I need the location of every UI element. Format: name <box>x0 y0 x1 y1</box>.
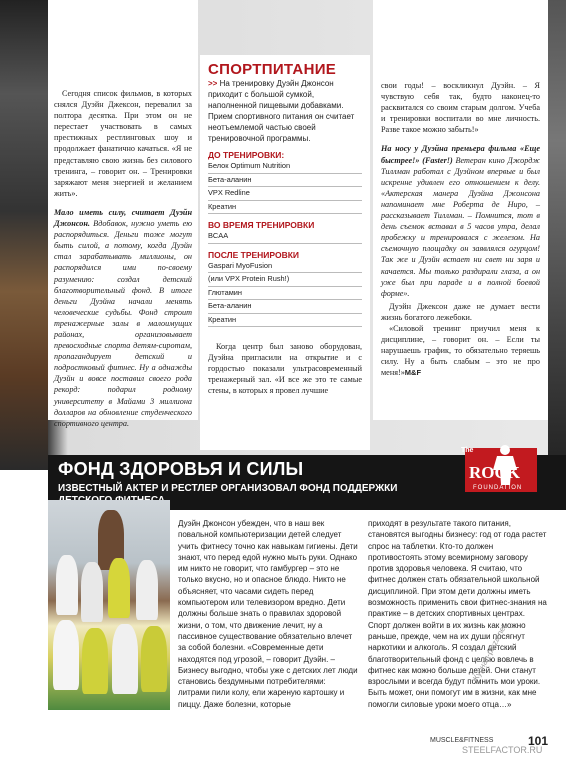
article-column-3 <box>373 0 548 420</box>
logo-figure-head <box>500 445 510 455</box>
watermark-journal: Журнал-plaza.net <box>470 623 509 685</box>
col1-paragraph-1: Сегодня список фильмов, в которых снялся Дуэйн Джексон, перевалил за полтора десятка. При этом он не перестает участвовать в самых престижных рестлинговых шоу и продолжает фанатично качаться. «Я не представляю свою жизнь без силового тренинга, – говорит он. – Тренировки заряжают меня энергией и желанием жить». <box>54 89 192 198</box>
col3-paragraph-4 <box>381 323 540 378</box>
sidebar-sportpit <box>200 55 370 450</box>
sidebar-list-item: Бета-аланин <box>208 174 362 188</box>
bottom-column-2: приходят в результате такого питания, становятся выгодны бизнесу: год от года растет спрос на таблетки. Кто-то должен противостоять этому всемирному заговору против здоровья человека. Я считаю, что фитнес должен стать обязательной школьной дисциплиной. При этом дети должны иметь возможность применить свои фитнес-знания на практике – в детских спортивных центрах. Спорт должен войти в их жизнь как можно раньше, прежде, чем на их души посягнут наркотики и алкоголь. Я создал детский благотворительный фонд с целью вовлечь в фитнес как можно больше детей. Они станут взрослыми и всегда будут помнить мои уроки. Быть может, они помогут им в жизни, как мне помогли силовые уроки моего отца…» <box>368 519 547 709</box>
photo-kid-figure <box>53 620 79 690</box>
col1-rest: Вдобавок, нужно уметь ею распорядиться. Деньги тоже могут быть силой, а потому, когда Дуэйн стал зарабатывать миллионы, он распорядился ими по-своему разумению: создал детский благотворительный фонд. В итоге деньги Дуэйна начали менять человеческие судьбы. Фонд строит тренажерные залы в малоимущих районах, организовывает превосходные спорта детям-сиротам, пропагандирует детский и подростковый фитнес. Ну а однажды Дуэйн и вовсе поставил своего рода рекорд: подарил родному университету в Майами 3 миллиона долларов на обновление студенческого спортивного центра. <box>54 219 192 428</box>
page-number: 101 <box>528 734 549 748</box>
logo-the-text: The <box>461 447 474 454</box>
sidebar-list-item: (или VPX Protein Rush!) <box>208 273 362 287</box>
col1-paragraph-2 <box>54 207 192 429</box>
sidebar-list-item: Креатин <box>208 201 362 215</box>
col3-lead: На носу у Дуэйна премьера фильма «Еще быстрее!» (Faster!) <box>381 144 540 165</box>
logo-foundation-text: FOUNDATION <box>473 485 523 491</box>
sidebar-list-item: Глютамин <box>208 287 362 301</box>
col1-lead: Мало иметь силу, считает Дуэйн Джонсон. <box>54 207 192 229</box>
sidebar-list-item: Gaspari MyoFusion <box>208 260 362 274</box>
sidebar-list-item: Белок Optimum Nutrition <box>208 160 362 174</box>
rock-foundation-logo <box>455 440 540 495</box>
sidebar-before-heading: ДО ТРЕНИРОВКИ: <box>208 150 285 160</box>
col3-p4-text: «Силовой тренинг приучил меня к дисциплине, – говорит он. – Если ты нарушаешь график, то обязательно теряешь силу. Ну а быть слабым – это не про меня!» <box>381 323 540 378</box>
col3-paragraph-1: свои годы! – воскликнул Дуэйн. – Я чувствую себя так, будто наконец-то расквитался со своим старым долгом. Учеба и тренировки воспитали во мне личность. Разве такое можно забыть!» <box>381 81 540 135</box>
sidebar-list-item: VPX Redline <box>208 187 362 201</box>
left-photo-strip <box>0 0 48 470</box>
section-title: ФОНД ЗДОРОВЬЯ И СИЛЫ <box>58 459 304 479</box>
photo-kid-figure <box>81 562 103 622</box>
mf-endmark: M&F <box>404 368 422 378</box>
sidebar-list-item: Креатин <box>208 314 362 328</box>
col3-paragraph-3: Дуэйн Джексон даже не думает вести жизнь богатого лежебоки. <box>381 301 540 322</box>
footer-magazine-name: MUSCLE&FITNESS <box>430 737 494 744</box>
col2-paragraph: Когда центр был заново оборудован, Дуэйна пригласили на открытие и с гордостью показали ультрасовременный тренажерный зал. «И все же это те самые стены, в которых я провел лучшие <box>208 342 362 396</box>
col3-rest: Ветеран кино Джордж Тиллман работал с Дуэйном впервые и был искренне удивлен его отношением к делу. «Актерская манера Дуэйна Джонсона напоминает мне Роберта де Ниро, – рассказывает Тиллман. – Помнится, тот в день съемок вставал в 5 часов утра, делал пробежку и тренировался с железом. На съемочную площадку он заявлялся огурцом! Так же и Дуэйн встает ни свет ни заря и качается. Мы только раздирали глаза, а он уже был при параде и в полной боевой форме». <box>381 155 540 298</box>
sidebar-list-item: BCAA <box>208 230 362 244</box>
kids-team-photo <box>48 500 170 710</box>
arrow-icon: >> <box>208 79 218 88</box>
photo-kid-figure <box>108 558 130 618</box>
sidebar-intro <box>208 78 362 144</box>
sidebar-during-heading: ВО ВРЕМЯ ТРЕНИРОВКИ <box>208 220 315 230</box>
watermark-steelfactor: STEELFACTOR.RU <box>462 745 543 755</box>
photo-kid-figure <box>112 624 138 694</box>
sidebar-list-item: Бета-аланин <box>208 300 362 314</box>
bottom-column-1: Дуэйн Джонсон убежден, что в наш век повальной компьютеризации детей следует учить фитнесу точно как навыкам гигиены. Дети знают, что перед едой нужно мыть руки. Однако им никто не говорит, что гамбургер – это не только вкусно, но и опасное блюдо. Никто не объясняет, что часами сидеть перед компьютером или телевизором вредно. Дети должны больше знать о правилах здоровой жизни, о том, что движение лечит, ну а пассивное существование обязательно влечет за собой болезни. «Современные дети находятся под угрозой, – говорит Дуэйн. – Бизнесу выгодно, чтобы уже с детских лет люди становись бездумными потребителями: литрами пили колу, ели жареную картошку и пиццу. Даже болезни, которые <box>178 519 358 709</box>
col3-paragraph-2 <box>381 143 540 298</box>
article-column-1 <box>48 0 198 428</box>
section-subtitle: ИЗВЕСТНЫЙ АКТЕР И РЕСТЛЕР ОРГАНИЗОВАЛ ФОНД ПОДДЕРЖКИ <box>58 483 398 494</box>
logo-rock-text: ROCK <box>469 463 520 482</box>
rock-foundation-logo-svg <box>455 440 540 495</box>
photo-kid-figure <box>82 628 108 694</box>
photo-kid-figure <box>141 626 167 692</box>
sidebar-intro-text: На тренировку Дуэйн Джонсон приходит с большой сумкой, наполненной пищевыми добавками. Прием спортивного питания он считает неотъемлемой частью своей тренировочной программы. <box>208 79 355 143</box>
sidebar-title: СПОРТПИТАНИЕ <box>208 61 337 78</box>
photo-kid-figure <box>56 555 78 615</box>
right-photo-strip <box>548 0 566 470</box>
sidebar-after-heading: ПОСЛЕ ТРЕНИРОВКИ <box>208 249 300 260</box>
photo-kid-figure <box>136 560 158 620</box>
